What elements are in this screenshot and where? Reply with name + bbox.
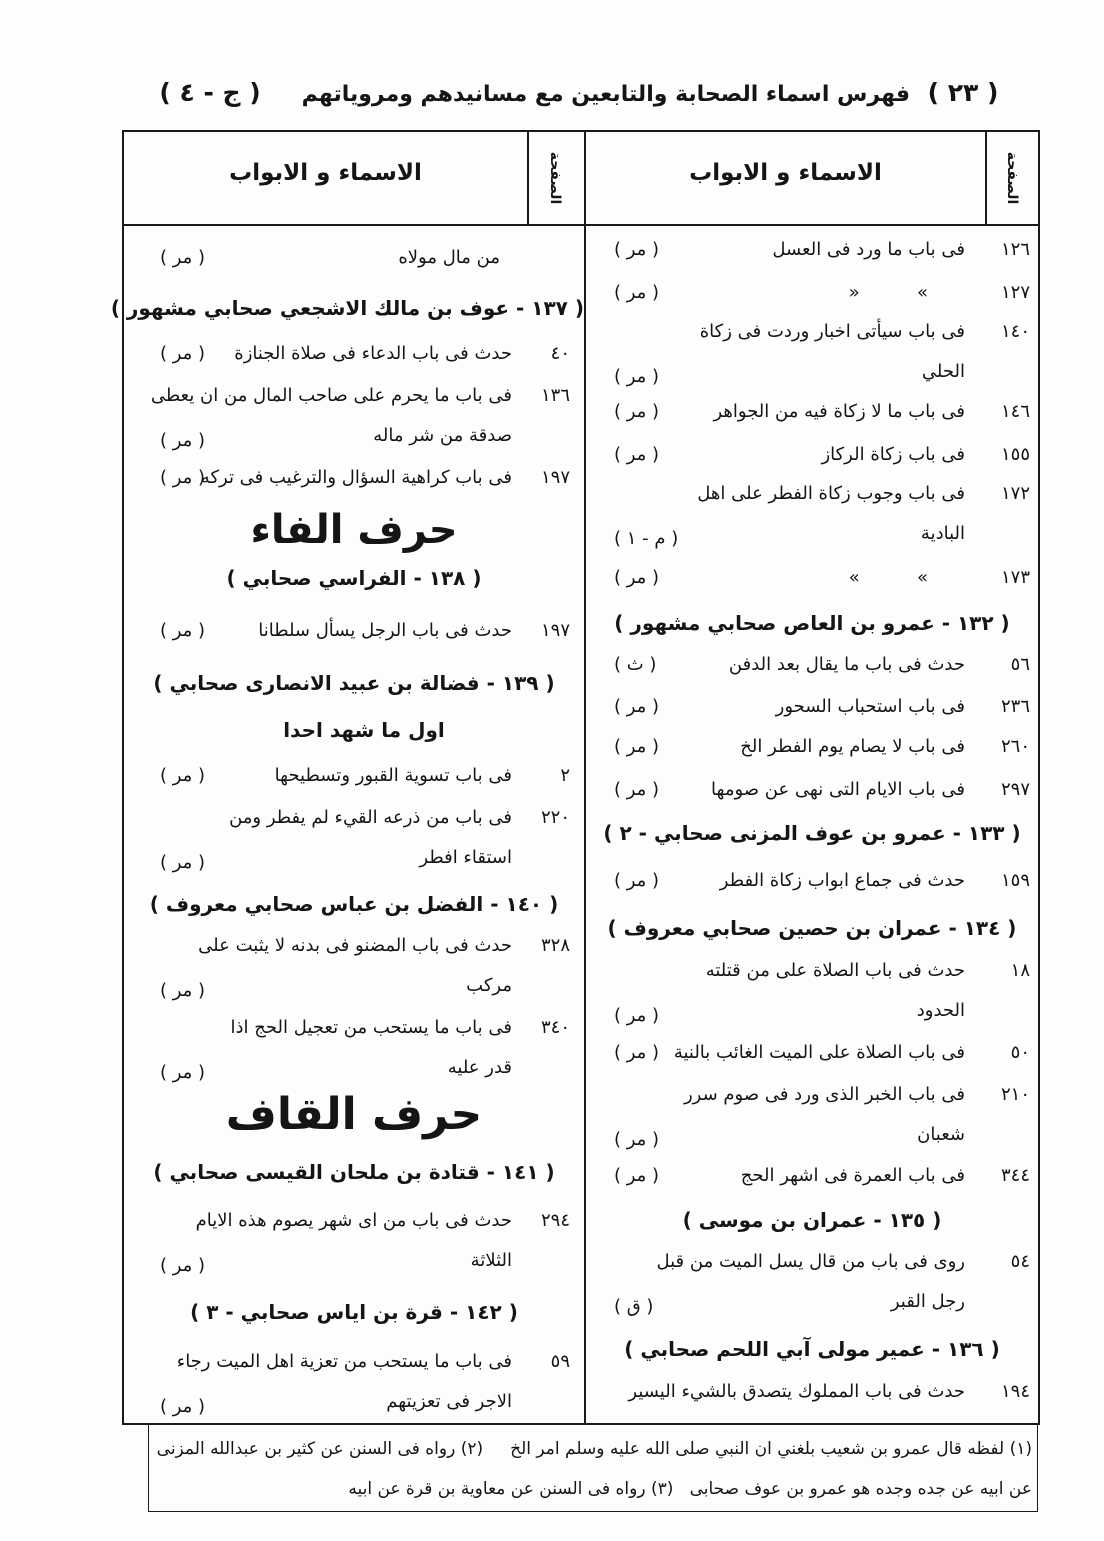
source-mark: ( ث ): [614, 654, 657, 675]
entry-text-continued: شعبان: [917, 1124, 965, 1145]
source-mark: ( مر ): [160, 430, 206, 451]
index-entry: [124, 805, 584, 873]
index-entry: [586, 399, 1038, 425]
source-mark: ( مر ): [160, 1396, 206, 1417]
companion-heading: ( ١٣٥ - عمران بن موسى ): [682, 1208, 942, 1232]
companion-heading: ( ١٤٠ - الفضل بن عباس صحابي معروف ): [149, 892, 559, 916]
page-ref: ٥٤: [1010, 1251, 1030, 1272]
right-column: [586, 0, 1038, 1541]
entry-text: فى باب ما لا زكاة فيه من الجواهر: [713, 401, 965, 422]
page-ref: ١٢٦: [1000, 239, 1030, 260]
page-ref: ١٩٧: [540, 467, 570, 488]
entry-text: فى باب ما ورد فى العسل: [772, 239, 965, 260]
index-entry: [124, 383, 584, 451]
index-entry: [124, 1349, 584, 1417]
entry-text: فى باب ما يستحب من تعجيل الحج اذا: [230, 1017, 512, 1038]
letter-heading: حرف الفاء: [250, 507, 458, 553]
entry-text-continued: البادية: [920, 523, 965, 544]
index-entry: [124, 341, 584, 367]
index-entry: [586, 1379, 1038, 1405]
source-mark: ( مر ): [614, 1129, 660, 1150]
column-title: الاسماء و الابواب: [229, 160, 422, 186]
source-mark: ( مر ): [614, 239, 660, 260]
index-entry: [586, 481, 1038, 549]
page-ref: ٣٤٠: [540, 1017, 570, 1038]
source-mark: ( مر ): [614, 282, 660, 303]
index-entry: [586, 237, 1038, 263]
index-entry: [586, 734, 1038, 760]
subheading: اول ما شهد احدا: [283, 718, 445, 742]
page-ref: ١٥٩: [1000, 870, 1030, 891]
volume-label: ( ج - ٤ ): [159, 78, 261, 107]
index-entry: [586, 280, 1038, 306]
ditto-marks: » «: [848, 282, 928, 303]
page-column-label: الصفحة: [547, 151, 563, 205]
entry-text: روى فى باب من قال يسل الميت من قبل: [656, 1251, 965, 1272]
source-mark: ( ق ): [614, 1296, 654, 1317]
companion-heading: ( ١٤٢ - قرة بن اياس صحابي - ٣ ): [190, 1300, 518, 1324]
entry-text: فى باب ما يستحب من تعزية اهل الميت رجاء: [176, 1351, 512, 1372]
source-mark: ( مر ): [614, 779, 660, 800]
entry-text: حدث فى باب المضنو فى بدنه لا يثبت على: [198, 935, 512, 956]
source-mark: ( مر ): [614, 567, 660, 588]
source-mark: ( مر ): [160, 247, 206, 268]
left-column: [110, 0, 584, 1541]
source-mark: ( م - ١ ): [614, 528, 679, 549]
entry-text: فى باب سيأتى اخبار وردت فى زكاة: [699, 321, 965, 342]
index-entry: [586, 1163, 1038, 1189]
source-mark: ( مر ): [160, 980, 206, 1001]
entry-text: فى باب الخبر الذى ورد فى صوم سرر: [683, 1084, 965, 1105]
ditto-marks: » »: [848, 567, 928, 588]
column-title: الاسماء و الابواب: [689, 160, 882, 186]
index-entry: [586, 565, 1038, 591]
entry-text-continued: رجل القبر: [890, 1291, 965, 1312]
entry-text-continued: مركب: [466, 975, 512, 996]
page-ref: ٢١٠: [1000, 1084, 1030, 1105]
index-entry: [124, 245, 584, 271]
entry-text: فى باب من ذرعه القيء لم يفطر ومن: [229, 807, 512, 828]
entry-text-continued: الحلي: [921, 361, 965, 382]
page-ref: ٥٦: [1010, 654, 1030, 675]
source-mark: ( مر ): [160, 620, 206, 641]
entry-text-continued: الاجر فى تعزيتهم: [386, 1391, 512, 1412]
entry-text: من مال مولاه: [398, 247, 500, 268]
index-entry: [124, 933, 584, 1001]
page-ref: ١٧٣: [1000, 567, 1030, 588]
page-ref: ٢: [560, 765, 570, 786]
page-ref: ٣٤٤: [1000, 1165, 1030, 1186]
source-mark: ( مر ): [614, 366, 660, 387]
page-ref: ٢٣٦: [1000, 696, 1030, 717]
companion-heading: ( ١٣٧ - عوف بن مالك الاشجعي صحابي مشهور ): [110, 296, 584, 320]
entry-text: حدث فى باب الدعاء فى صلاة الجنازة: [234, 343, 512, 364]
companion-heading: ( ١٣٤ - عمران بن حصين صحابي معروف ): [607, 916, 1017, 940]
footnote-line: (١) لفظه قال عمرو بن شعيب بلغني ان النبي صلى الله عليه وسلم امر الخ (٢) رواه فى السنن عن كثير بن عبدالله المزنى: [156, 1439, 1032, 1459]
entry-text-continued: الحدود: [916, 1000, 965, 1021]
page-ref: ١٥٥: [1000, 444, 1030, 465]
page-number: ( ٢٣ ): [927, 78, 999, 107]
entry-text: فى باب الصلاة على الميت الغائب بالنية: [673, 1042, 965, 1063]
index-entry: [586, 442, 1038, 468]
entry-text: حدث فى باب الرجل يسأل سلطانا: [258, 620, 512, 641]
page-ref: ٢٩٧: [1000, 779, 1030, 800]
entry-text: حدث فى باب ما يقال بعد الدفن: [728, 654, 965, 675]
index-entry: [124, 763, 584, 789]
page-ref: ١٧٢: [1000, 483, 1030, 504]
page-ref: ٥٠: [1010, 1042, 1030, 1063]
index-entry: [586, 1040, 1038, 1066]
index-entry: [586, 777, 1038, 803]
page-ref: ١٨: [1010, 960, 1030, 981]
page-ref: ٢٦٠: [1000, 736, 1030, 757]
page-ref: ١٩٤: [1000, 1381, 1030, 1402]
source-mark: ( مر ): [160, 852, 206, 873]
source-mark: ( مر ): [160, 1062, 206, 1083]
entry-text: فى باب ما يحرم على صاحب المال من ان يعطى: [150, 385, 512, 406]
index-entry: [124, 1208, 584, 1276]
page-ref: ٣٢٨: [540, 935, 570, 956]
companion-heading: ( ١٣٦ - عمير مولى آبي اللحم صحابي ): [624, 1337, 1000, 1361]
entry-text: حدث فى باب من اى شهر يصوم هذه الايام: [195, 1210, 512, 1231]
entry-text: حدث فى باب الصلاة على من قتلته: [705, 960, 965, 981]
entry-text: فى باب استحباب السحور: [775, 696, 965, 717]
companion-heading: ( ١٤١ - قتادة بن ملحان القيسى صحابي ): [153, 1160, 555, 1184]
entry-text-continued: صدقة من شر ماله: [373, 425, 512, 446]
source-mark: ( مر ): [614, 736, 660, 757]
source-mark: ( مر ): [614, 1042, 660, 1063]
index-entry: [124, 465, 584, 491]
page-ref: ٢٢٠: [540, 807, 570, 828]
entry-text: فى باب الايام التى نهى عن صومها: [711, 779, 965, 800]
page-ref: ١٢٧: [1000, 282, 1030, 303]
entry-text: حدث فى باب المملوك يتصدق بالشيء اليسير: [628, 1381, 965, 1402]
page-ref: ١٤٠: [1000, 321, 1030, 342]
index-entry: [124, 1015, 584, 1083]
index-entry: [586, 868, 1038, 894]
source-mark: ( مر ): [160, 467, 206, 488]
entry-text: فى باب تسوية القبور وتسطيحها: [274, 765, 512, 786]
footnote-line: عن ابيه عن جده وجده هو عمرو بن عوف صحابى (٣) رواه فى السنن عن معاوية بن قرة عن ابيه: [348, 1479, 1032, 1499]
index-entry: [586, 319, 1038, 387]
companion-heading: ( ١٣٨ - الفراسي صحابي ): [226, 566, 482, 590]
source-mark: ( مر ): [614, 1165, 660, 1186]
source-mark: ( مر ): [614, 696, 660, 717]
entry-text: فى باب وجوب زكاة الفطر على اهل: [697, 483, 965, 504]
index-entry: [586, 1249, 1038, 1317]
source-mark: ( مر ): [614, 870, 660, 891]
page-ref: ٢٩٤: [540, 1210, 570, 1231]
page-ref: ١٤٦: [1000, 401, 1030, 422]
entry-text: فى باب زكاة الركاز: [821, 444, 965, 465]
companion-heading: ( ١٣٩ - فضالة بن عبيد الانصارى صحابي ): [153, 671, 555, 695]
entry-text-continued: الثلاثة: [470, 1250, 512, 1271]
source-mark: ( مر ): [160, 1255, 206, 1276]
page-ref: ٥٩: [550, 1351, 570, 1372]
index-entry: [586, 1082, 1038, 1150]
source-mark: ( مر ): [614, 1005, 660, 1026]
source-mark: ( مر ): [160, 343, 206, 364]
letter-heading: حرف القاف: [225, 1089, 483, 1140]
entry-text-continued: استقاء افطر: [419, 847, 512, 868]
page-ref: ١٣٦: [540, 385, 570, 406]
index-entry: [586, 958, 1038, 1026]
companion-heading: ( ١٣٢ - عمرو بن العاص صحابي مشهور ): [614, 611, 1010, 635]
entry-text: فى باب العمرة فى اشهر الحج: [740, 1165, 965, 1186]
entry-text: فى باب كراهية السؤال والترغيب فى تركه: [200, 467, 512, 488]
source-mark: ( مر ): [614, 401, 660, 422]
source-mark: ( مر ): [160, 765, 206, 786]
page-ref: ٤٠: [550, 343, 570, 364]
companion-heading: ( ١٣٣ - عمرو بن عوف المزنى صحابي - ٢ ): [603, 821, 1021, 845]
index-entry: [586, 694, 1038, 720]
entry-text: فى باب لا يصام يوم الفطر الخ: [740, 736, 965, 757]
entry-text-continued: قدر عليه: [447, 1057, 512, 1078]
source-mark: ( مر ): [614, 444, 660, 465]
page-column-label: الصفحة: [1004, 151, 1020, 205]
index-entry: [124, 618, 584, 644]
page-ref: ١٩٧: [540, 620, 570, 641]
page-title: فهرس اسماء الصحابة والتابعين مع مسانيدهم ومروياتهم: [301, 82, 910, 107]
entry-text: حدث فى جماع ابواب زكاة الفطر: [719, 870, 965, 891]
index-entry: [586, 652, 1038, 678]
